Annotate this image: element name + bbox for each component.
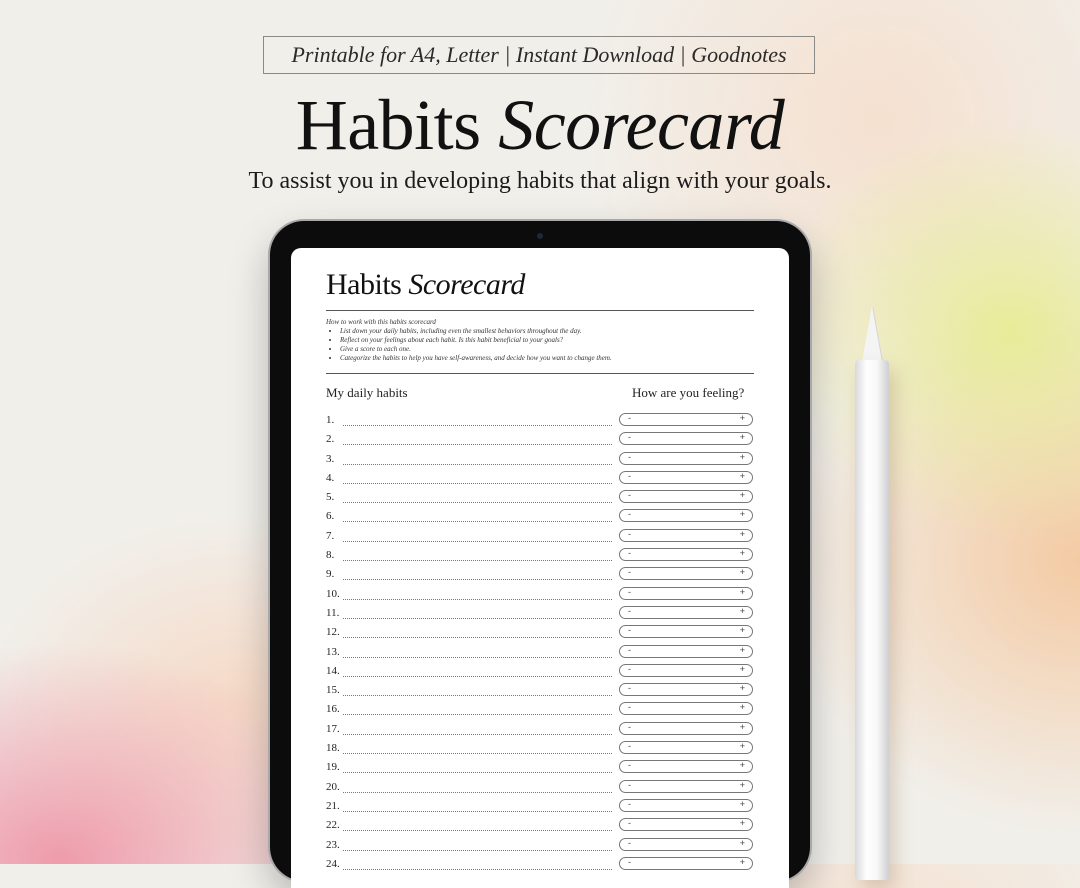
habit-row-number: 6.	[326, 510, 335, 523]
headline	[0, 85, 1080, 165]
habit-row	[326, 779, 756, 798]
instructions-block	[326, 318, 754, 363]
divider	[326, 310, 754, 311]
habit-row-number: 24.	[326, 857, 340, 870]
feeling-score-pill[interactable]	[619, 799, 753, 812]
minus-icon: -	[628, 490, 631, 501]
feeling-score-pill[interactable]	[619, 683, 753, 696]
habit-row	[326, 856, 756, 875]
plus-icon: +	[739, 432, 745, 443]
habit-row	[326, 470, 756, 489]
minus-icon: -	[628, 837, 631, 848]
minus-icon: -	[628, 605, 631, 616]
habit-entry-line[interactable]	[343, 618, 612, 619]
habit-row	[326, 663, 756, 682]
habit-entry-line[interactable]	[343, 579, 612, 580]
plus-icon: +	[739, 856, 745, 867]
habit-row	[326, 412, 756, 431]
feeling-score-pill[interactable]	[619, 780, 753, 793]
feeling-score-pill[interactable]	[619, 567, 753, 580]
minus-icon: -	[628, 470, 631, 481]
feeling-score-pill[interactable]	[619, 606, 753, 619]
habit-entry-line[interactable]	[343, 483, 612, 484]
divider	[326, 373, 754, 374]
plus-icon: +	[739, 683, 745, 694]
habit-row-number: 2.	[326, 433, 335, 446]
plus-icon: +	[739, 413, 745, 423]
camera-icon	[537, 233, 543, 239]
minus-icon: -	[628, 760, 631, 771]
plus-icon: +	[739, 644, 745, 655]
document-title	[326, 268, 525, 302]
habit-row-number: 11.	[326, 606, 340, 619]
habit-row	[326, 721, 756, 740]
feeling-score-pill[interactable]	[619, 452, 753, 465]
habit-row	[326, 586, 756, 605]
habit-row	[326, 528, 756, 547]
minus-icon: -	[628, 625, 631, 636]
habit-row-number: 17.	[326, 722, 340, 735]
minus-icon: -	[628, 567, 631, 578]
habit-row-number: 13.	[326, 645, 340, 658]
habit-row-number: 10.	[326, 587, 340, 600]
habit-row	[326, 489, 756, 508]
habit-row-number: 12.	[326, 626, 340, 639]
habit-entry-line[interactable]	[343, 850, 612, 851]
habit-row-number: 7.	[326, 529, 335, 542]
habit-row-number: 21.	[326, 799, 340, 812]
instruction-item: • Categorize the habits to help you have self-awareness, and decide how you want to change them.	[340, 354, 754, 363]
habit-row-number: 1.	[326, 414, 335, 426]
plus-icon: +	[739, 779, 745, 790]
habit-row	[326, 837, 756, 856]
tablet-device	[270, 221, 810, 881]
habit-entry-line[interactable]	[343, 869, 612, 870]
feeling-score-pill[interactable]	[619, 413, 753, 426]
plus-icon: +	[739, 451, 745, 462]
habit-row	[326, 508, 756, 527]
format-banner: Printable for A4, Letter | Instant Download | Goodnotes	[263, 36, 815, 74]
minus-icon: -	[628, 798, 631, 809]
habit-row	[326, 798, 756, 817]
habit-row-number: 4.	[326, 471, 335, 484]
feeling-score-pill[interactable]	[619, 432, 753, 445]
habit-row	[326, 547, 756, 566]
habit-rows	[326, 412, 756, 875]
habit-row	[326, 817, 756, 836]
habit-row-number: 23.	[326, 838, 340, 851]
headline-word-habits: Habits	[295, 85, 481, 165]
habit-row	[326, 566, 756, 585]
habit-entry-line[interactable]	[343, 714, 612, 715]
minus-icon: -	[628, 586, 631, 597]
habit-row-number: 3.	[326, 452, 335, 465]
minus-icon: -	[628, 451, 631, 462]
habit-row-number: 22.	[326, 819, 340, 832]
feeling-score-pill[interactable]	[619, 471, 753, 484]
feeling-score-pill[interactable]	[619, 587, 753, 600]
feeling-score-pill[interactable]	[619, 529, 753, 542]
feeling-score-pill[interactable]	[619, 741, 753, 754]
instructions-heading: How to work with this habits scorecard	[326, 318, 436, 326]
habit-entry-line[interactable]	[343, 444, 612, 445]
habit-entry-line[interactable]	[343, 695, 612, 696]
habit-row	[326, 682, 756, 701]
plus-icon: +	[739, 760, 745, 771]
habit-entry-line[interactable]	[343, 734, 612, 735]
minus-icon: -	[628, 644, 631, 655]
plus-icon: +	[739, 721, 745, 732]
instruction-item: • Reflect on your feelings about each habit. Is this habit beneficial to your goals?	[340, 336, 754, 345]
habit-row	[326, 624, 756, 643]
minus-icon: -	[628, 741, 631, 752]
habit-row-number: 9.	[326, 568, 335, 581]
plus-icon: +	[739, 567, 745, 578]
column-header-habits: My daily habits	[326, 385, 408, 400]
habit-entry-line[interactable]	[343, 521, 612, 522]
minus-icon: -	[628, 856, 631, 867]
habit-row	[326, 605, 756, 624]
habit-entry-line[interactable]	[343, 502, 612, 503]
plus-icon: +	[739, 490, 745, 501]
habit-row	[326, 701, 756, 720]
tablet-screen	[291, 248, 789, 888]
habit-entry-line[interactable]	[343, 811, 612, 812]
feeling-score-pill[interactable]	[619, 664, 753, 677]
instruction-item: • Give a score to each one.	[340, 345, 754, 354]
plus-icon: +	[739, 528, 745, 539]
document-title-habits: Habits	[326, 268, 402, 301]
habit-entry-line[interactable]	[343, 657, 612, 658]
feeling-score-pill[interactable]	[619, 818, 753, 831]
habit-entry-line[interactable]	[343, 830, 612, 831]
habit-row-number: 16.	[326, 703, 340, 716]
minus-icon: -	[628, 528, 631, 539]
minus-icon: -	[628, 548, 631, 559]
column-header-feeling: How are you feeling?	[632, 385, 745, 400]
habit-entry-line[interactable]	[343, 560, 612, 561]
feeling-score-pill[interactable]	[619, 722, 753, 735]
minus-icon: -	[628, 721, 631, 732]
habit-row-number: 14.	[326, 664, 340, 677]
pencil-tip	[862, 306, 882, 362]
habit-row	[326, 431, 756, 450]
habit-entry-line[interactable]	[343, 753, 612, 754]
instruction-item: • List down your daily habits, including even the smallest behaviors throughout the day.	[340, 327, 754, 336]
habit-row-number: 15.	[326, 684, 340, 697]
habit-row-number: 19.	[326, 761, 340, 774]
plus-icon: +	[739, 586, 745, 597]
stylus-pencil	[855, 360, 889, 880]
subtitle: To assist you in developing habits that align with your goals.	[248, 168, 832, 194]
habit-row	[326, 740, 756, 759]
feeling-score-pill[interactable]	[619, 645, 753, 658]
feeling-score-pill[interactable]	[619, 548, 753, 561]
habit-entry-line[interactable]	[343, 425, 612, 426]
habit-entry-line[interactable]	[343, 541, 612, 542]
habit-row	[326, 759, 756, 778]
plus-icon: +	[739, 702, 745, 713]
habit-row	[326, 644, 756, 663]
minus-icon: -	[628, 702, 631, 713]
habit-entry-line[interactable]	[343, 464, 612, 465]
plus-icon: +	[739, 798, 745, 809]
plus-icon: +	[739, 548, 745, 559]
habit-entry-line[interactable]	[343, 637, 612, 638]
feeling-score-pill[interactable]	[619, 760, 753, 773]
plus-icon: +	[739, 663, 745, 674]
plus-icon: +	[739, 741, 745, 752]
headline-word-scorecard: Scorecard	[498, 85, 785, 165]
feeling-score-pill[interactable]	[619, 509, 753, 522]
minus-icon: -	[628, 818, 631, 829]
habit-row-number: 18.	[326, 742, 340, 755]
habit-row-number: 8.	[326, 549, 335, 562]
document-title-scorecard: Scorecard	[408, 268, 525, 301]
habit-entry-line[interactable]	[343, 772, 612, 773]
habit-entry-line[interactable]	[343, 599, 612, 600]
habit-row-number: 5.	[326, 491, 335, 504]
plus-icon: +	[739, 837, 745, 848]
minus-icon: -	[628, 683, 631, 694]
plus-icon: +	[739, 470, 745, 481]
habit-row	[326, 451, 756, 470]
minus-icon: -	[628, 509, 631, 520]
feeling-score-pill[interactable]	[619, 625, 753, 638]
feeling-score-pill[interactable]	[619, 838, 753, 851]
feeling-score-pill[interactable]	[619, 490, 753, 503]
minus-icon: -	[628, 779, 631, 790]
plus-icon: +	[739, 818, 745, 829]
habit-entry-line[interactable]	[343, 676, 612, 677]
minus-icon: -	[628, 663, 631, 674]
plus-icon: +	[739, 605, 745, 616]
plus-icon: +	[739, 625, 745, 636]
minus-icon: -	[628, 413, 631, 423]
minus-icon: -	[628, 432, 631, 443]
feeling-score-pill[interactable]	[619, 702, 753, 715]
habit-row-number: 20.	[326, 780, 340, 793]
feeling-score-pill[interactable]	[619, 857, 753, 870]
plus-icon: +	[739, 509, 745, 520]
habit-entry-line[interactable]	[343, 792, 612, 793]
